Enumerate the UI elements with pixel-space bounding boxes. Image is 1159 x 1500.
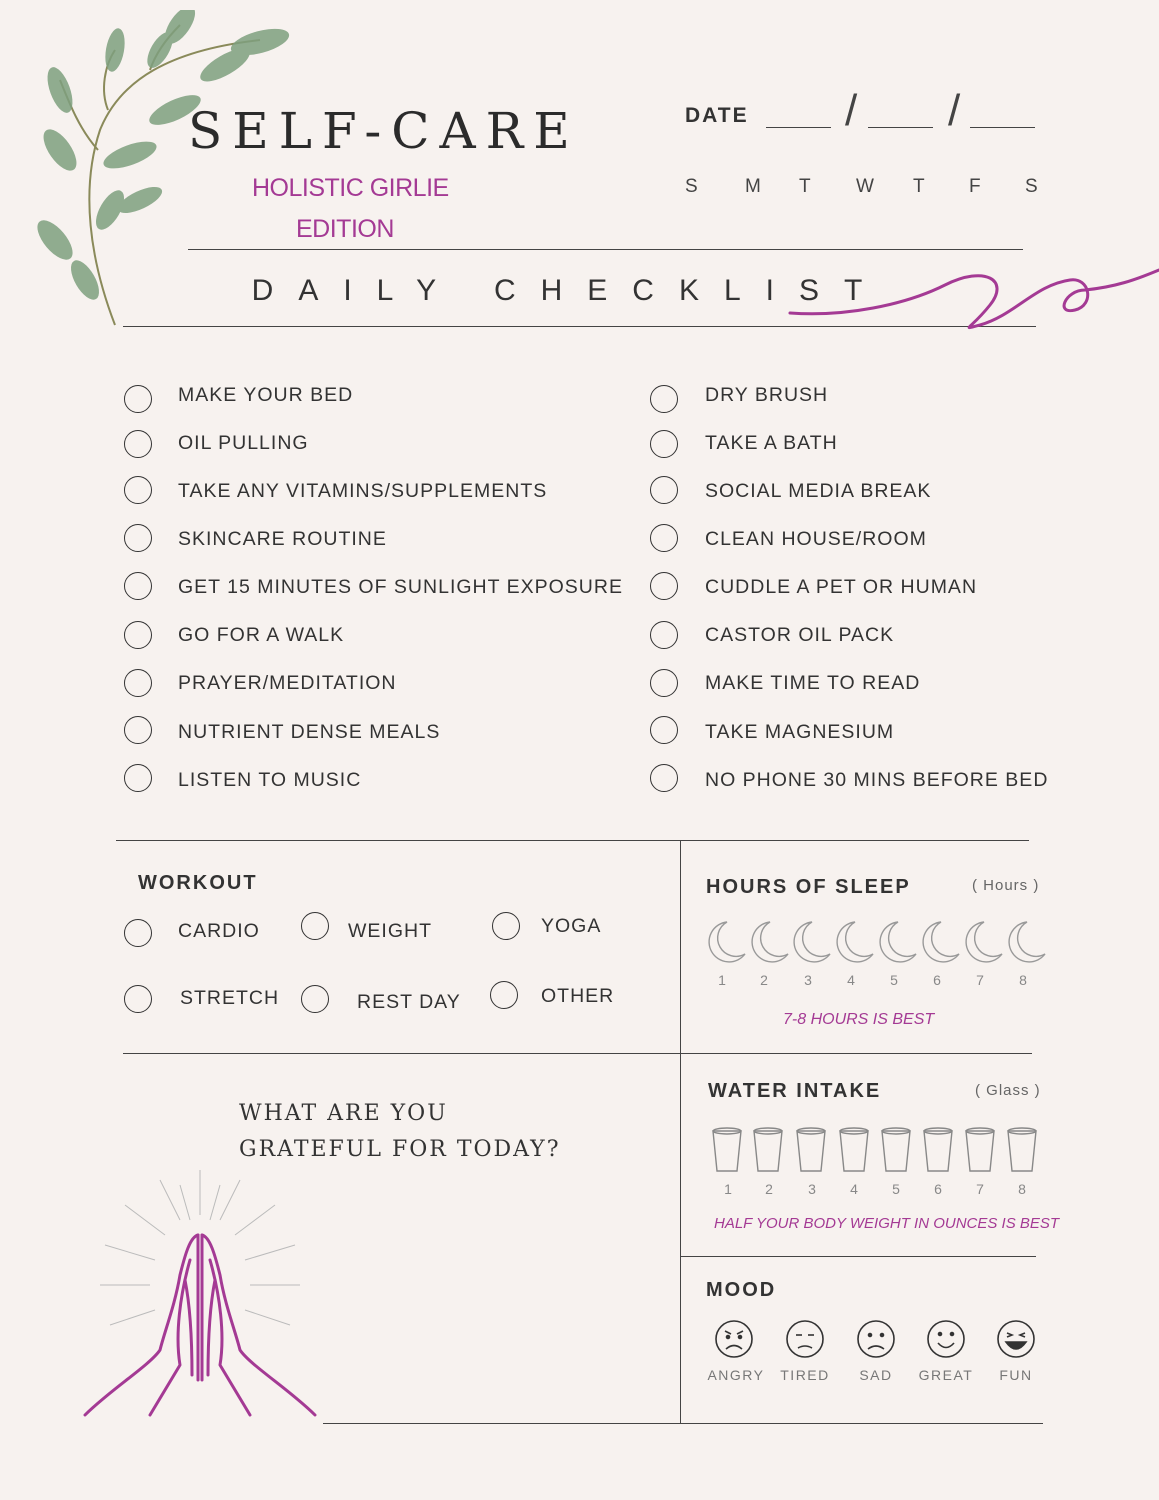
grateful-prompt [239, 1096, 561, 1168]
water-title: WATER INTAKE [708, 1080, 882, 1102]
water-glass-number: 3 [808, 1181, 816, 1197]
day-thursday[interactable]: T [913, 176, 925, 197]
checklist-item-label: SKINCARE ROUTINE [178, 528, 387, 550]
checkbox[interactable] [650, 430, 678, 458]
checklist-item-label: DRY BRUSH [705, 384, 829, 406]
checklist-item-label: GO FOR A WALK [178, 624, 345, 646]
workout-checkbox-stretch[interactable] [124, 985, 152, 1013]
sleep-hour-number: 2 [760, 972, 768, 988]
swirl-decoration [785, 255, 1159, 335]
checklist-item-label: CUDDLE A PET OR HUMAN [705, 576, 978, 598]
day-wednesday[interactable]: W [856, 176, 874, 197]
great-face-icon[interactable] [928, 1321, 964, 1357]
glass-icon[interactable] [840, 1128, 868, 1171]
workout-option-label: REST DAY [357, 991, 461, 1013]
subtitle-line-1: HOLISTIC GIRLIE [252, 174, 449, 202]
date-separator: / [948, 86, 961, 135]
workout-checkbox-weight[interactable] [301, 912, 329, 940]
checkbox[interactable] [124, 385, 152, 413]
day-monday[interactable]: M [745, 176, 761, 197]
water-glass-number: 4 [850, 1181, 858, 1197]
checkbox[interactable] [650, 669, 678, 697]
date-day-field[interactable] [868, 127, 933, 128]
mood-label: FUN [999, 1367, 1033, 1383]
day-friday[interactable]: F [969, 176, 981, 197]
sleep-hour-number: 1 [718, 972, 726, 988]
moon-icon[interactable] [794, 922, 830, 962]
divider-vertical [680, 840, 681, 1424]
checklist-item-label: CASTOR OIL PACK [705, 624, 895, 646]
glass-icon[interactable] [966, 1128, 994, 1171]
workout-option-label: WEIGHT [348, 920, 432, 942]
water-glass-number: 5 [892, 1181, 900, 1197]
checkbox[interactable] [650, 716, 678, 744]
checklist-item-label: OIL PULLING [178, 432, 309, 454]
checkbox[interactable] [650, 572, 678, 600]
moon-icon[interactable] [966, 922, 1002, 962]
sleep-moon-row [700, 918, 1050, 968]
moon-icon[interactable] [1009, 922, 1045, 962]
day-tuesday[interactable]: T [799, 176, 811, 197]
glass-icon[interactable] [797, 1128, 825, 1171]
fun-face-icon[interactable] [998, 1321, 1034, 1357]
tired-face-icon[interactable] [787, 1321, 823, 1357]
sleep-hour-number: 7 [976, 972, 984, 988]
day-saturday[interactable]: S [1025, 176, 1038, 197]
glass-icon[interactable] [924, 1128, 952, 1171]
sad-face-icon[interactable] [858, 1321, 894, 1357]
mood-label: ANGRY [707, 1367, 765, 1383]
glass-icon[interactable] [1008, 1128, 1036, 1171]
daily-checklist-heading: DAILY CHECKLIST [251, 274, 888, 307]
sleep-hour-number: 5 [890, 972, 898, 988]
sleep-hour-number: 4 [847, 972, 855, 988]
water-glass-row [705, 1125, 1050, 1175]
checklist-item-label: TAKE MAGNESIUM [705, 721, 895, 743]
date-separator: / [845, 86, 858, 135]
workout-checkbox-yoga[interactable] [492, 912, 520, 940]
workout-option-label: OTHER [541, 985, 615, 1007]
grateful-writing-area[interactable] [330, 1180, 670, 1410]
checklist-item-label: NO PHONE 30 MINS BEFORE BED [705, 769, 1049, 791]
glass-icon[interactable] [713, 1128, 741, 1171]
grateful-line-1: WHAT ARE YOU [239, 1101, 448, 1126]
checklist-item-label: PRAYER/MEDITATION [178, 672, 397, 694]
checklist-item-label: CLEAN HOUSE/ROOM [705, 528, 927, 550]
divider [680, 1256, 1036, 1257]
water-glass-number: 8 [1018, 1181, 1026, 1197]
water-glass-number: 2 [765, 1181, 773, 1197]
day-sunday[interactable]: S [685, 176, 698, 197]
checkbox[interactable] [124, 716, 152, 744]
moon-icon[interactable] [923, 922, 959, 962]
water-hint: HALF YOUR BODY WEIGHT IN OUNCES IS BEST [714, 1215, 1060, 1232]
sleep-hour-number: 3 [804, 972, 812, 988]
mood-face-row [710, 1318, 1050, 1362]
moon-icon[interactable] [752, 922, 788, 962]
date-year-field[interactable] [970, 127, 1035, 128]
checkbox[interactable] [124, 572, 152, 600]
workout-checkbox-cardio[interactable] [124, 919, 152, 947]
checkbox[interactable] [124, 524, 152, 552]
sleep-unit: ( Hours ) [972, 877, 1040, 894]
checklist-item-label: SOCIAL MEDIA BREAK [705, 480, 932, 502]
mood-label: TIRED [780, 1367, 830, 1383]
page-title: SELF-CARE [188, 102, 580, 160]
workout-checkbox-other[interactable] [490, 981, 518, 1009]
moon-icon[interactable] [709, 922, 745, 962]
checklist-item-label: GET 15 MINUTES OF SUNLIGHT EXPOSURE [178, 576, 623, 598]
checkbox[interactable] [650, 476, 678, 504]
date-month-field[interactable] [766, 127, 831, 128]
sleep-hint: 7-8 HOURS IS BEST [783, 1011, 935, 1028]
workout-option-label: STRETCH [180, 987, 280, 1009]
workout-option-label: YOGA [541, 915, 602, 937]
checkbox[interactable] [650, 524, 678, 552]
water-unit: ( Glass ) [975, 1082, 1041, 1099]
sleep-title: HOURS OF SLEEP [706, 876, 911, 898]
divider [116, 840, 1029, 841]
checkbox[interactable] [650, 621, 678, 649]
checklist-item-label: NUTRIENT DENSE MEALS [178, 721, 441, 743]
workout-title: WORKOUT [138, 872, 258, 894]
divider [323, 1423, 1043, 1424]
checkbox[interactable] [650, 385, 678, 413]
divider [188, 249, 1023, 250]
grateful-line-2: GRATEFUL FOR TODAY? [239, 1137, 561, 1162]
sleep-hour-number: 8 [1019, 972, 1027, 988]
mood-title: MOOD [706, 1279, 777, 1301]
checkbox[interactable] [124, 669, 152, 697]
divider [123, 1053, 1032, 1054]
angry-face-icon[interactable] [716, 1321, 752, 1357]
workout-checkbox-rest-day[interactable] [301, 985, 329, 1013]
checklist-item-label: LISTEN TO MUSIC [178, 769, 362, 791]
glass-icon[interactable] [754, 1128, 782, 1171]
checklist-item-label: TAKE ANY VITAMINS/SUPPLEMENTS [178, 480, 548, 502]
checkbox[interactable] [124, 476, 152, 504]
checkbox[interactable] [650, 764, 678, 792]
checklist-item-label: TAKE A BATH [705, 432, 838, 454]
water-glass-number: 1 [724, 1181, 732, 1197]
moon-icon[interactable] [837, 922, 873, 962]
water-glass-number: 7 [976, 1181, 984, 1197]
checklist-item-label: MAKE YOUR BED [178, 384, 354, 406]
checkbox[interactable] [124, 621, 152, 649]
water-glass-number: 6 [934, 1181, 942, 1197]
checklist-item-label: MAKE TIME TO READ [705, 672, 921, 694]
workout-option-label: CARDIO [178, 920, 260, 942]
checkbox[interactable] [124, 764, 152, 792]
date-label: DATE [685, 104, 749, 127]
mood-label: GREAT [918, 1367, 974, 1383]
moon-icon[interactable] [880, 922, 916, 962]
mood-label: SAD [859, 1367, 893, 1383]
sleep-hour-number: 6 [933, 972, 941, 988]
subtitle-line-2: EDITION [296, 215, 394, 243]
checkbox[interactable] [124, 430, 152, 458]
praying-hands-illustration [80, 1165, 320, 1425]
glass-icon[interactable] [882, 1128, 910, 1171]
